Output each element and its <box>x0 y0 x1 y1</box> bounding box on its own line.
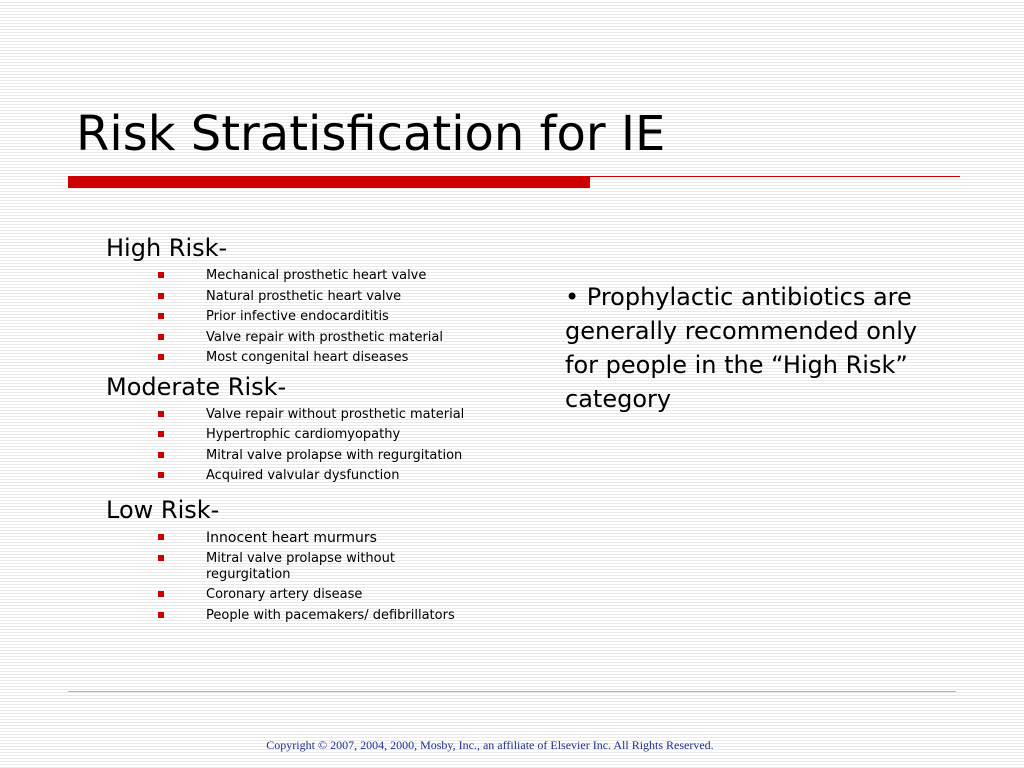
square-bullet-icon <box>158 411 164 417</box>
category-label-moderate: Moderate Risk- <box>106 372 287 401</box>
list-item: Valve repair with prosthetic material <box>156 330 526 346</box>
high-risk-list <box>106 268 526 366</box>
square-bullet-icon <box>158 334 164 340</box>
square-bullet-icon <box>158 472 164 478</box>
title-underline-bar <box>68 176 590 188</box>
square-bullet-icon <box>158 591 164 597</box>
square-bullet-icon <box>158 354 164 360</box>
list-item: Mitral valve prolapse with regurgitation <box>156 448 526 464</box>
square-bullet-icon <box>158 452 164 458</box>
title-underline-line <box>590 176 960 177</box>
prophylaxis-note: • Prophylactic antibiotics are generally recommended only for people in the “High Risk” category <box>565 283 918 413</box>
moderate-risk-list <box>106 407 526 485</box>
list-item: Valve repair without prosthetic material <box>156 407 526 423</box>
square-bullet-icon <box>158 293 164 299</box>
list-item: Prior infective endocardititis <box>156 309 526 325</box>
list-item: Mitral valve prolapse without regurgitation <box>156 551 446 583</box>
list-item: Most congenital heart diseases <box>156 350 526 366</box>
list-item: Natural prosthetic heart valve <box>156 289 526 305</box>
list-item: People with pacemakers/ defibrillators <box>156 608 526 624</box>
square-bullet-icon <box>158 272 164 278</box>
list-item: Coronary artery disease <box>156 587 526 603</box>
copyright-footer: Copyright © 2007, 2004, 2000, Mosby, Inc., an affiliate of Elsevier Inc. All Rights Reserved. <box>266 738 714 752</box>
square-bullet-icon <box>158 555 164 561</box>
slide-title: Risk Stratisfication for IE <box>76 106 666 162</box>
risk-categories <box>106 228 526 628</box>
list-item: Innocent heart murmurs <box>156 530 526 546</box>
square-bullet-icon <box>158 313 164 319</box>
square-bullet-icon <box>158 612 164 618</box>
square-bullet-icon <box>158 431 164 437</box>
list-item: Acquired valvular dysfunction <box>156 468 526 484</box>
square-bullet-icon <box>158 534 164 540</box>
category-label-low: Low Risk- <box>106 496 220 524</box>
list-item: Mechanical prosthetic heart valve <box>156 268 526 284</box>
footer-divider <box>68 691 956 692</box>
low-risk-list <box>106 530 526 624</box>
list-item: Hypertrophic cardiomyopathy <box>156 427 526 443</box>
category-label-high: High Risk- <box>106 234 228 262</box>
